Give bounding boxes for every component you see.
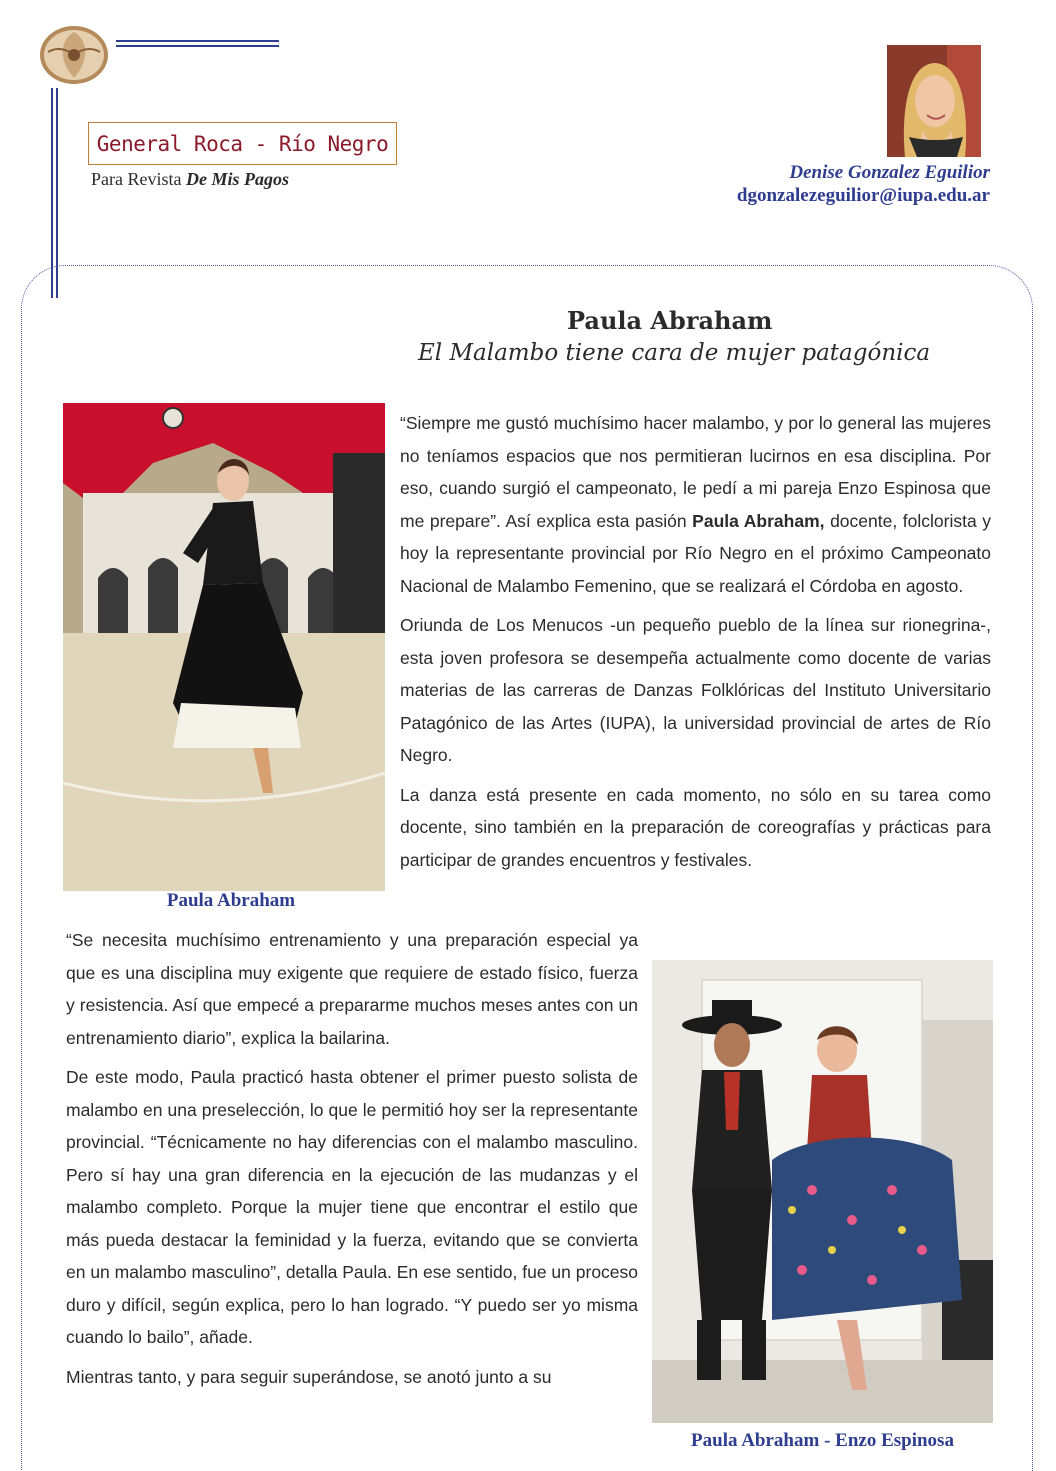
paragraph-2: Oriunda de Los Menucos -un pequeño pueblo de la línea sur rionegrina-, esta joven profesora se desempeña actualmente como docente de varias materias de las carreras de Danzas Folklóricas del Instituto Universitario Patagónico de las Artes (IUPA), la universidad provincial de artes de Río Negro. bbox=[400, 615, 991, 765]
location-label: General Roca - Río Negro bbox=[88, 122, 397, 165]
article-body-right bbox=[400, 407, 991, 883]
magazine-prefix: Para Revista bbox=[91, 169, 186, 189]
paragraph-1-name: Paula Abraham, bbox=[692, 510, 825, 531]
header-rule-bottom bbox=[116, 45, 279, 47]
author-name: Denise Gonzalez Eguilior bbox=[789, 162, 990, 183]
paragraph-4: “Se necesita muchísimo entrenamiento y una preparación especial ya que es una disciplina muy exigente que requiere de estado físico, fuerza y resistencia. Así que empecé a prepararme muchos meses antes con un entrenamiento diario”, explica la bailarina. bbox=[66, 930, 638, 1048]
paragraph-1-start: “Siempre me gustó muchísimo hacer malambo, y por lo general las mujeres no teníamos espacios que nos permitieran lucirnos en esa disciplina. Por eso, cuando surgió el campeonato, le pedí a mi pareja Enzo Espinosa que me prepare”. Así explica esta pasión bbox=[400, 413, 991, 531]
couple-photo bbox=[652, 960, 993, 1423]
paragraph-3: La danza está presente en cada momento, no sólo en su tarea como docente, sino también en la preparación de coreografías y prácticas para participar de grandes encuentros y festivales. bbox=[400, 784, 991, 870]
magazine-line bbox=[91, 169, 289, 190]
article-subtitle: El Malambo tiene cara de mujer patagónica bbox=[418, 340, 931, 366]
dancer-photo bbox=[63, 403, 385, 891]
article-title: Paula Abraham bbox=[567, 306, 773, 335]
paragraph-5: De este modo, Paula practicó hasta obtener el primer puesto solista de malambo en una preselección, lo que le permitió hoy ser la representante provincial. “Técnicamente no hay diferencias con el malambo masculino. Pero sí hay una gran diferencia en la ejecución de las mudanzas y el malambo completo. Porque la mujer tiene que encontrar el estilo que más pueda destacar la feminidad y la fuerza, evitando que se convierta en un malambo masculino”, detalla Paula. En ese sentido, fue un proceso duro y difícil, según explica, pero lo han logrado. “Y puedo ser yo misma cuando lo bailo”, añade. bbox=[66, 1067, 639, 1347]
photo1-caption: Paula Abraham bbox=[166, 890, 296, 911]
magazine-name: De Mis Pagos bbox=[185, 169, 289, 189]
paragraph-6: Mientras tanto, y para seguir superándose, se anotó junto a su bbox=[66, 1366, 552, 1387]
paragraph-1-end: docente, folclorista y hoy la representante provincial por Río Negro en el próximo Campeonato Nacional de Malambo Femenino, que se realizará el Córdoba en agosto. bbox=[400, 510, 992, 596]
author-email-link[interactable]: dgonzalezeguilior@iupa.edu.ar bbox=[736, 185, 990, 206]
article-body-left bbox=[66, 924, 638, 1400]
author-photo bbox=[887, 45, 981, 157]
photo2-caption: Paula Abraham - Enzo Espinosa bbox=[691, 1430, 954, 1451]
header-rule-top bbox=[116, 40, 279, 42]
paragraph-1 bbox=[400, 407, 991, 602]
shell-logo-icon bbox=[38, 24, 110, 86]
